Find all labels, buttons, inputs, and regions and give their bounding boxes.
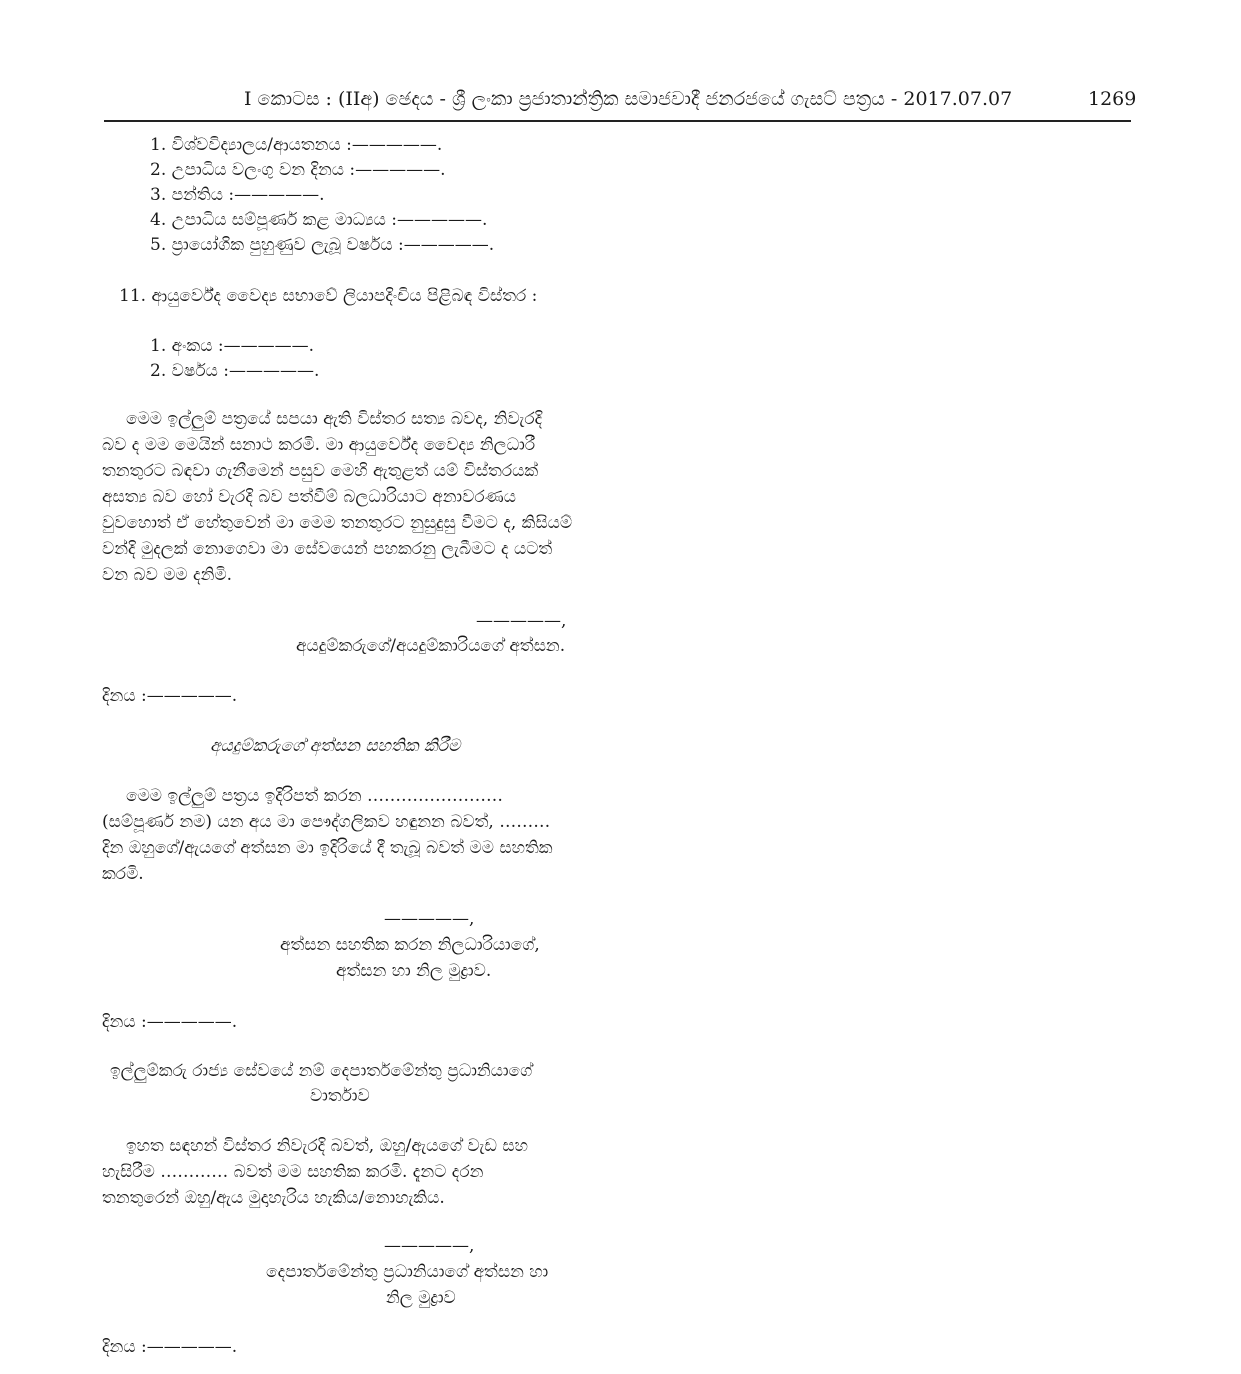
- certifying-officer-label: අත්සන සහතික කරන නිලධාරියාගේ,: [280, 935, 540, 955]
- report-line: තනතුරෙන් ඔහු/ඇය මුදාහැරිය හැකිය/නොහැකිය.: [102, 1188, 445, 1208]
- certification-line: (සම්පූර්ණ නම) යන අය මා පෞද්ගලිකව හඳුනන බවත්, ………: [102, 812, 551, 832]
- list-item: 2. වර්ෂය :—————.: [150, 361, 320, 381]
- declaration-line: තනතුරට බඳවා ගැනීමෙන් පසුව මෙහි ඇතුළත් යම් විස්තරයක්: [102, 461, 539, 481]
- date-field: දිනය :—————.: [102, 1337, 238, 1357]
- date-field: දිනය :—————.: [102, 1012, 238, 1032]
- report-title-2: වාර්තාව: [310, 1086, 370, 1106]
- certification-line: කරමි.: [102, 864, 144, 884]
- gazette-header-title: I කොටස : (IIඅ) ඡෙදය - ශ්‍රී ලංකා ප්‍රජාතාන්ත්‍රික සමාජවාදී ජනරජයේ ගැසට් පත්‍රය - 2017.07.07: [244, 88, 1013, 110]
- list-item: 1. අංකය :—————.: [150, 336, 314, 356]
- declaration-line: වන බව මම දනිමි.: [102, 565, 233, 585]
- department-head-seal-label: නිල මුද්‍රාව: [386, 1288, 456, 1308]
- certification-line: දින ඔහුගේ/ඇයගේ අත්සන මා ඉදිරියේ දී තැබූ බවත් මම සහතික: [102, 838, 553, 858]
- date-field: දිනය :—————.: [102, 686, 238, 706]
- page-number: 1269: [1088, 88, 1137, 110]
- certification-title: අයදුම්කරුගේ අත්සන සහතික කිරීම: [210, 736, 461, 756]
- signature-line: —————,: [476, 611, 567, 631]
- declaration-line: බව ද මම මෙයින් සනාථ කරමි. මා ආයුර්වේද වෛද්‍ය නිලධාරී: [102, 435, 536, 455]
- declaration-line: අසත්‍ය බව හෝ වැරදි බව පත්වීම් බලධාරියාට අනාවරණය: [102, 487, 516, 507]
- list-item: 1. විශ්වවිද්‍යාලය/ආයතනය :—————.: [150, 135, 443, 155]
- certification-line: මෙම ඉල්ලුම් පත්‍රය ඉදිරිපත් කරන ……………………: [126, 786, 504, 806]
- list-item: 2. උපාධිය වලංගු වන දිනය :—————.: [150, 160, 446, 180]
- signature-line: —————,: [384, 1236, 475, 1256]
- signature-line: —————,: [384, 909, 475, 929]
- header-rule: [104, 120, 1131, 122]
- list-item: 4. උපාධිය සම්පූර්ණ කළ මාධ්‍යය :—————.: [150, 210, 488, 230]
- department-head-signature-label: දෙපාර්තමේන්තු ප්‍රධානියාගේ අත්සන හා: [266, 1262, 549, 1282]
- certifying-officer-seal-label: අත්සන හා නිල මුද්‍රාව.: [336, 961, 492, 981]
- applicant-signature-label: අයදුම්කරුගේ/අයදුම්කාරියගේ අත්සන.: [296, 636, 566, 656]
- declaration-line: වුවහොත් ඒ හේතුවෙන් මා මෙම තනතුරට නුසුදුසු වීමට ද, කිසියම්: [102, 513, 573, 533]
- report-title: ඉල්ලුම්කරු රාජ්‍ය සේවයේ නම් දෙපාර්තමේන්තු ප්‍රධානියාගේ: [110, 1061, 533, 1081]
- declaration-line: මෙම ඉල්ලුම් පත්‍රයේ සපයා ඇති විස්තර සත්‍ය බවද, නිවැරදි: [126, 409, 543, 429]
- report-line: ඉහත සඳහන් විස්තර නිවැරදි බවත්, ඔහු/ඇයගේ වැඩ සහ: [126, 1136, 528, 1156]
- report-line: හැසිරීම ………… බවත් මම සහතික කරමි. දැනට දරන: [102, 1162, 484, 1182]
- list-item: 3. පන්තිය :—————.: [150, 185, 325, 205]
- list-item: 5. ප්‍රායෝගික පුහුණුව ලැබූ වර්ෂය :—————.: [150, 235, 495, 255]
- declaration-line: වන්දි මුදලක් නොගෙවා මා සේවයෙන් පහකරනු ලැබීමට ද යටත්: [102, 539, 553, 559]
- section-11-heading: 11. ආයුර්වේද වෛද්‍ය සභාවේ ලියාපදිංචිය පිළිබඳ විස්තර :: [119, 286, 538, 306]
